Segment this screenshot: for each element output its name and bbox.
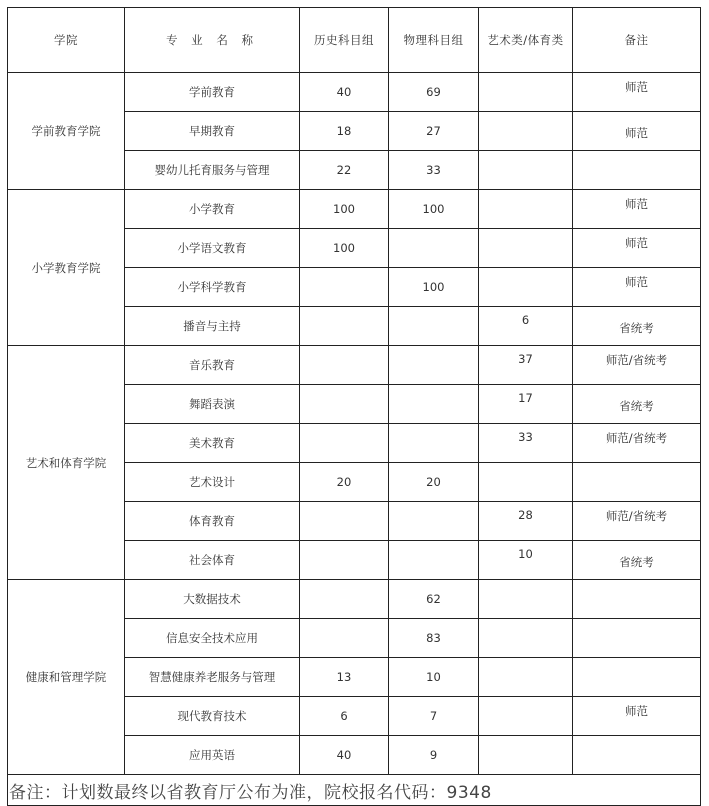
arts-sports-count [479, 151, 573, 190]
history-count: 20 [300, 463, 389, 502]
header-row [8, 8, 701, 73]
history-count [300, 268, 389, 307]
physics-count: 9 [389, 736, 479, 775]
arts-sports-count [479, 268, 573, 307]
remark: 师范/省统考 [573, 502, 701, 541]
arts-sports-count [479, 229, 573, 268]
remark: 师范 [573, 697, 701, 736]
arts-sports-count: 37 [479, 346, 573, 385]
remark [573, 151, 701, 190]
arts-sports-count [479, 658, 573, 697]
major-name: 应用英语 [125, 736, 300, 775]
arts-sports-count [479, 463, 573, 502]
remark [573, 580, 701, 619]
table-body [8, 8, 701, 775]
major-name: 美术教育 [125, 424, 300, 463]
major-name: 音乐教育 [125, 346, 300, 385]
history-count [300, 424, 389, 463]
physics-count: 7 [389, 697, 479, 736]
major-name: 社会体育 [125, 541, 300, 580]
college-name: 艺术和体育学院 [8, 346, 125, 580]
table-row [8, 190, 701, 229]
arts-sports-count: 6 [479, 307, 573, 346]
major-name: 舞蹈表演 [125, 385, 300, 424]
arts-sports-count [479, 580, 573, 619]
history-count [300, 307, 389, 346]
header-remark: 备注 [573, 8, 701, 73]
table-row [8, 73, 701, 112]
remark [573, 736, 701, 775]
history-count [300, 502, 389, 541]
physics-count: 62 [389, 580, 479, 619]
major-name: 大数据技术 [125, 580, 300, 619]
remark: 省统考 [573, 307, 701, 346]
physics-count [389, 229, 479, 268]
arts-sports-count [479, 697, 573, 736]
physics-count: 20 [389, 463, 479, 502]
major-name: 体育教育 [125, 502, 300, 541]
physics-count [389, 346, 479, 385]
history-count: 18 [300, 112, 389, 151]
arts-sports-count: 17 [479, 385, 573, 424]
remark: 师范 [573, 229, 701, 268]
arts-sports-count: 10 [479, 541, 573, 580]
table-row [8, 580, 701, 619]
physics-count [389, 541, 479, 580]
arts-sports-count [479, 73, 573, 112]
header-major: 专 业 名 称 [125, 8, 300, 73]
history-count: 40 [300, 73, 389, 112]
physics-count [389, 307, 479, 346]
arts-sports-count [479, 736, 573, 775]
physics-count: 100 [389, 268, 479, 307]
college-name: 健康和管理学院 [8, 580, 125, 775]
remark: 师范 [573, 190, 701, 229]
remark: 省统考 [573, 385, 701, 424]
remark: 省统考 [573, 541, 701, 580]
history-count [300, 580, 389, 619]
remark [573, 463, 701, 502]
header-college: 学院 [8, 8, 125, 73]
history-count: 100 [300, 190, 389, 229]
remark: 师范/省统考 [573, 346, 701, 385]
arts-sports-count: 33 [479, 424, 573, 463]
remark: 师范 [573, 112, 701, 151]
physics-count: 10 [389, 658, 479, 697]
history-count [300, 541, 389, 580]
history-count: 100 [300, 229, 389, 268]
physics-count: 69 [389, 73, 479, 112]
history-count: 22 [300, 151, 389, 190]
header-arts-sports: 艺术类/体育类 [479, 8, 573, 73]
physics-count: 33 [389, 151, 479, 190]
footnote: 备注：计划数最终以省教育厅公布为准，院校报名代码：9348 [8, 775, 701, 806]
physics-count: 100 [389, 190, 479, 229]
history-count: 6 [300, 697, 389, 736]
history-count [300, 346, 389, 385]
major-name: 婴幼儿托育服务与管理 [125, 151, 300, 190]
footnote-row [8, 775, 701, 806]
physics-count [389, 424, 479, 463]
remark: 师范 [573, 73, 701, 112]
arts-sports-count [479, 190, 573, 229]
physics-count: 27 [389, 112, 479, 151]
major-name: 智慧健康养老服务与管理 [125, 658, 300, 697]
arts-sports-count [479, 619, 573, 658]
major-name: 小学语文教育 [125, 229, 300, 268]
arts-sports-count: 28 [479, 502, 573, 541]
remark: 师范/省统考 [573, 424, 701, 463]
history-count: 13 [300, 658, 389, 697]
table-row [8, 346, 701, 385]
remark [573, 658, 701, 697]
physics-count [389, 385, 479, 424]
physics-count: 83 [389, 619, 479, 658]
history-count [300, 619, 389, 658]
header-physics: 物理科目组 [389, 8, 479, 73]
college-name: 小学教育学院 [8, 190, 125, 346]
major-name: 小学教育 [125, 190, 300, 229]
remark: 师范 [573, 268, 701, 307]
history-count [300, 385, 389, 424]
history-count: 40 [300, 736, 389, 775]
major-name: 学前教育 [125, 73, 300, 112]
major-name: 信息安全技术应用 [125, 619, 300, 658]
college-name: 学前教育学院 [8, 73, 125, 190]
major-name: 艺术设计 [125, 463, 300, 502]
header-history: 历史科目组 [300, 8, 389, 73]
arts-sports-count [479, 112, 573, 151]
major-name: 小学科学教育 [125, 268, 300, 307]
major-name: 现代教育技术 [125, 697, 300, 736]
major-name: 播音与主持 [125, 307, 300, 346]
remark [573, 619, 701, 658]
physics-count [389, 502, 479, 541]
enrollment-plan-table [7, 7, 701, 806]
major-name: 早期教育 [125, 112, 300, 151]
